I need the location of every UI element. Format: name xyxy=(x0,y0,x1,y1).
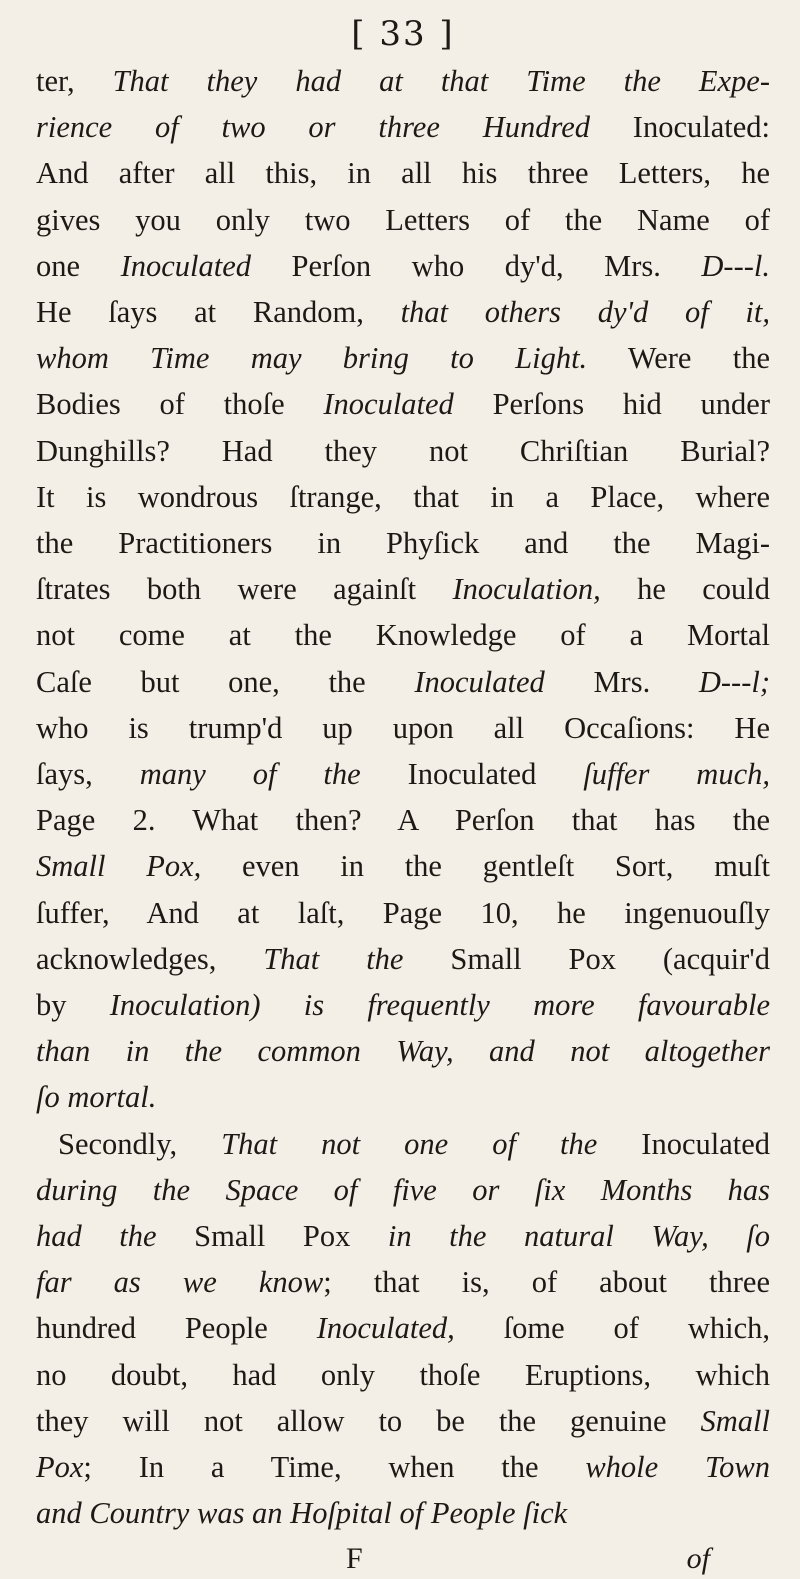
italic-run: than in the common Way, and not altogether xyxy=(36,1034,770,1069)
roman-run: hundred People xyxy=(36,1311,317,1346)
roman-run: ſays, xyxy=(36,757,140,792)
italic-run: during the Space of five or ſix Months has xyxy=(36,1172,770,1207)
roman-run: no doubt, had only thoſe Eruptions, which xyxy=(36,1357,770,1392)
roman-run: Caſe but one, the xyxy=(36,664,415,699)
roman-run: the Practitioners in Phyſick and the Magi- xyxy=(36,526,770,561)
roman-run: ſome of which, xyxy=(454,1311,770,1346)
roman-run: by xyxy=(36,988,110,1023)
roman-run: Inoculated xyxy=(597,1126,770,1161)
italic-run: ſo mortal. xyxy=(36,1080,157,1115)
italic-run: That the xyxy=(263,941,404,976)
text-line xyxy=(36,335,770,381)
roman-run: Perſon who dy'd, Mrs. xyxy=(251,248,702,283)
text-line xyxy=(36,150,770,196)
roman-run: Small Pox (acquir'd xyxy=(403,941,770,976)
roman-run: not come at the Knowledge of a Mortal xyxy=(36,618,770,653)
roman-run: Small Pox xyxy=(156,1219,388,1254)
italic-run: Small Pox, xyxy=(36,849,202,884)
roman-run: It is wondrous ſtrange, that in a Place, where xyxy=(36,479,770,514)
italic-run: Inoculated xyxy=(414,664,545,699)
roman-run: Bodies of thoſe xyxy=(36,387,324,422)
body-text xyxy=(36,58,770,1537)
signature-mark: F xyxy=(346,1541,363,1575)
text-line xyxy=(36,566,770,612)
text-line xyxy=(36,428,770,474)
italic-run: had the xyxy=(36,1219,157,1254)
text-line xyxy=(36,197,770,243)
text-line xyxy=(36,243,770,289)
italic-run: Inoculation) is frequently more favourable xyxy=(109,988,770,1023)
roman-run: Perſons hid under xyxy=(453,387,770,422)
text-line xyxy=(36,982,770,1028)
text-line xyxy=(36,1444,770,1490)
italic-run: many of the xyxy=(139,757,361,792)
roman-run: And after all this, in all his three Letters, he xyxy=(36,156,770,191)
roman-run: ter, xyxy=(36,64,113,98)
text-line xyxy=(36,1074,770,1120)
roman-run: ; In a Time, when the xyxy=(83,1450,586,1485)
roman-run: He ſays at Random, xyxy=(36,295,401,330)
text-line xyxy=(36,890,770,936)
roman-run: even in the gentleſt Sort, muſt xyxy=(201,849,770,884)
text-line xyxy=(36,58,770,104)
text-line xyxy=(36,1213,770,1259)
roman-run: who is trump'd up upon all Occaſions: He xyxy=(36,710,770,745)
text-line xyxy=(36,1305,770,1351)
roman-run: he could xyxy=(600,572,770,607)
italic-run: whom Time may bring to Light. xyxy=(36,341,588,376)
italic-run: ſuffer much, xyxy=(583,757,770,792)
text-line xyxy=(36,659,770,705)
text-line xyxy=(36,705,770,751)
text-line xyxy=(36,1490,770,1536)
italic-run: rience of two or three Hundred xyxy=(36,110,590,145)
roman-run: gives you only two Letters of the Name of xyxy=(36,202,770,237)
roman-run: one xyxy=(36,248,121,283)
italic-run: and Country was an Hoſpital of People ſick xyxy=(36,1496,568,1531)
text-line xyxy=(36,751,770,797)
page-number: [ 33 ] xyxy=(351,14,455,54)
catchword: of xyxy=(686,1541,710,1575)
italic-run: Pox xyxy=(36,1450,84,1485)
text-line xyxy=(36,104,770,150)
roman-run: ſtrates both were againſt xyxy=(36,572,453,607)
italic-run: Inoculation, xyxy=(452,572,601,607)
italic-run: in the natural Way, ſo xyxy=(387,1219,770,1254)
italic-run: Inoculated, xyxy=(316,1311,455,1346)
roman-run: they will not allow to be the genuine xyxy=(36,1403,701,1438)
roman-run: Inoculated xyxy=(360,757,584,792)
italic-run: far as we know xyxy=(36,1265,324,1300)
text-line xyxy=(36,1259,770,1305)
italic-run: D---l. xyxy=(701,248,770,283)
text-line xyxy=(36,936,770,982)
roman-run: ; that is, of about three xyxy=(323,1265,770,1300)
text-line xyxy=(36,474,770,520)
italic-run: whole Town xyxy=(585,1450,770,1485)
text-line xyxy=(36,1028,770,1074)
roman-run: acknowledges, xyxy=(36,941,264,976)
text-line xyxy=(36,1398,770,1444)
italic-run: D---l; xyxy=(698,664,770,699)
text-line xyxy=(36,1352,770,1398)
text-line xyxy=(36,612,770,658)
text-line xyxy=(36,381,770,427)
roman-run: Page 2. What then? A Perſon that has the xyxy=(36,803,770,838)
page-footer xyxy=(36,1539,770,1579)
text-line xyxy=(36,289,770,335)
italic-run: Inoculated xyxy=(120,248,251,283)
italic-run: Small xyxy=(700,1403,770,1438)
roman-run: Secondly, xyxy=(58,1126,222,1161)
text-line xyxy=(36,843,770,889)
italic-run: that others dy'd of it, xyxy=(400,295,770,330)
text-line xyxy=(36,1167,770,1213)
roman-run: Were the xyxy=(587,341,770,376)
italic-run: That they had at that Time the Expe- xyxy=(112,64,770,98)
text-line xyxy=(36,520,770,566)
roman-run: Inoculated: xyxy=(590,110,770,145)
italic-run: That not one of the xyxy=(221,1126,598,1161)
roman-run: Mrs. xyxy=(544,664,699,699)
text-line xyxy=(36,1121,770,1167)
text-line xyxy=(36,797,770,843)
roman-run: ſuffer, And at laſt, Page 10, he ingenuouſly xyxy=(36,895,770,930)
italic-run: Inoculated xyxy=(323,387,454,422)
roman-run: Dunghills? Had they not Chriſtian Burial? xyxy=(36,433,770,468)
